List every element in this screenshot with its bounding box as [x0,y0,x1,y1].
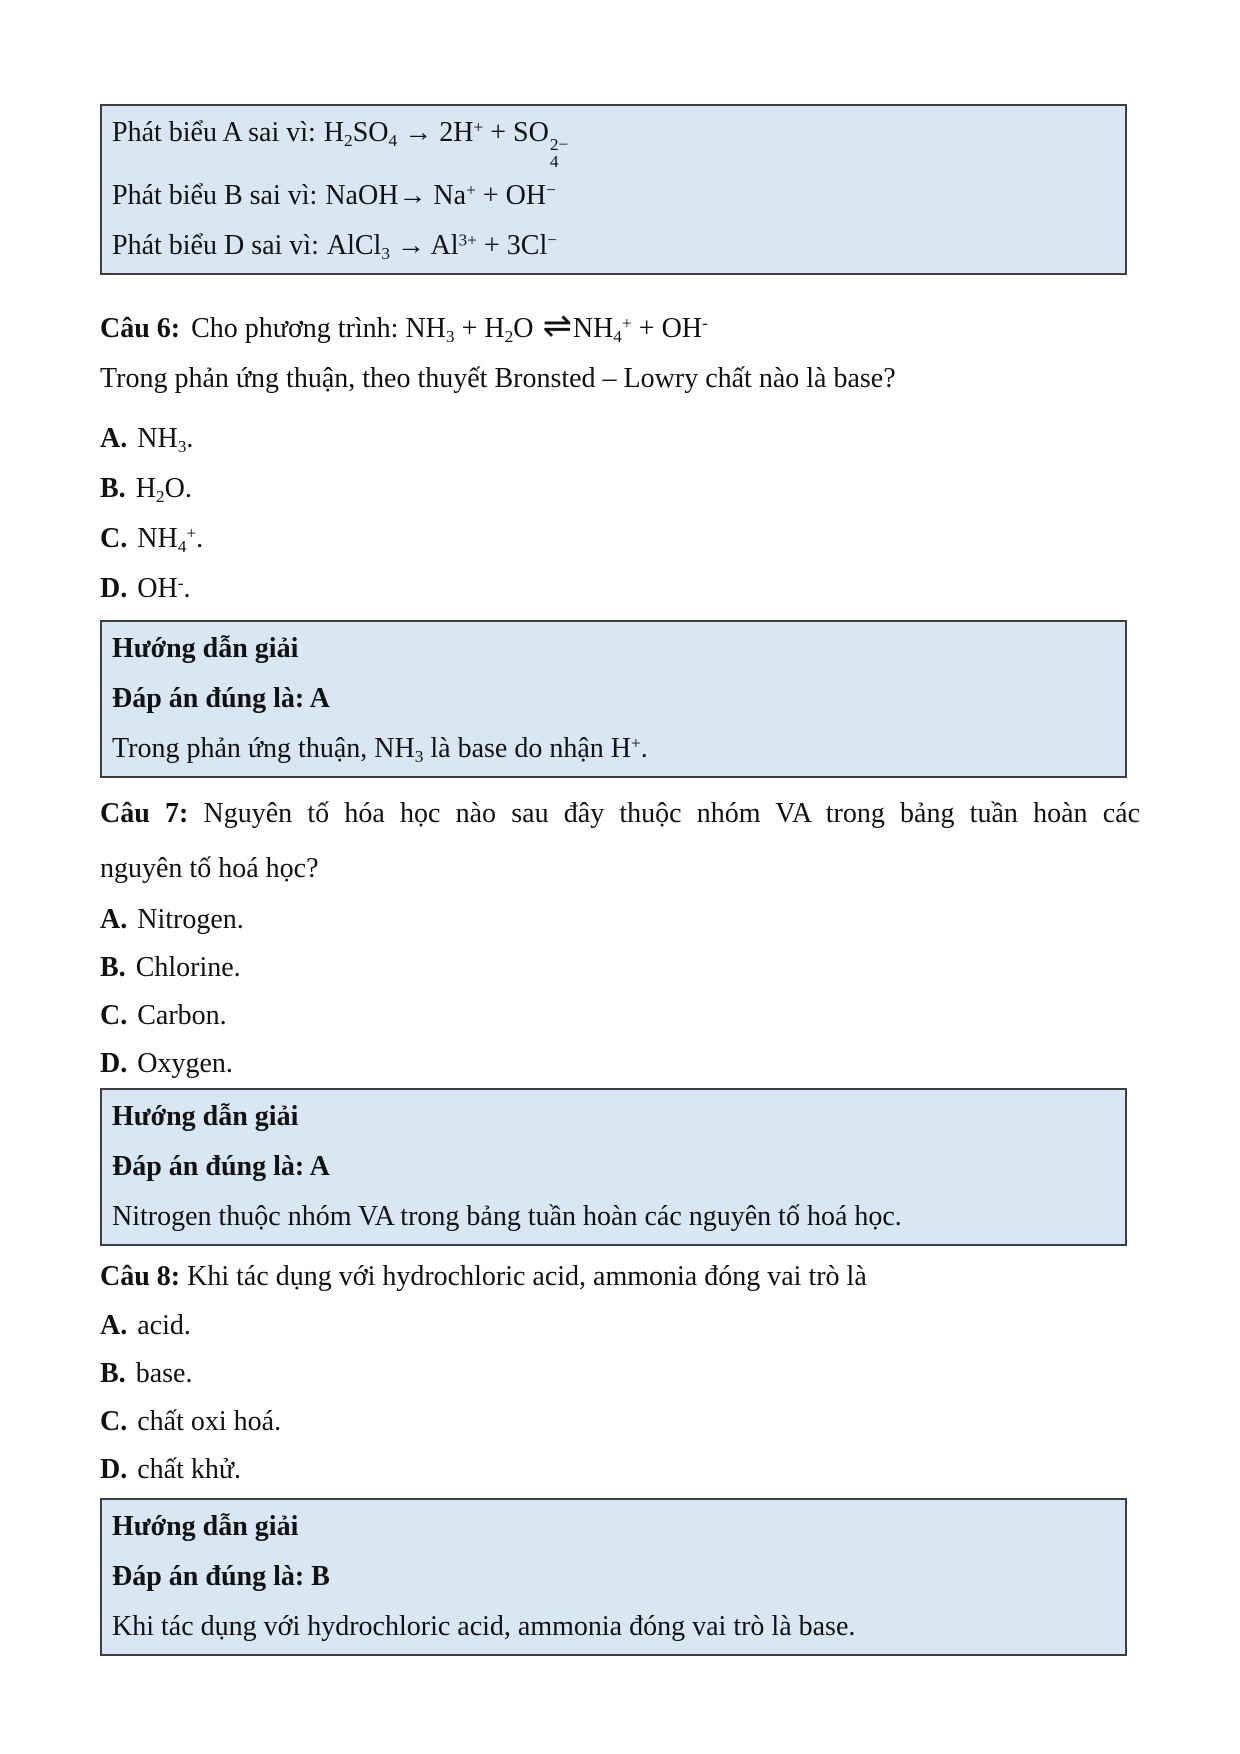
question-6-subtext: Trong phản ứng thuận, theo thuyết Bronsted – Lowry chất nào là base? [100,363,896,395]
statement-formula: $H_2SO_4 \to 2H^+$ + SO 2− 4 [323,117,569,172]
option-letter: B. [100,952,126,984]
solution-box-q7 [100,1088,1127,1246]
option-letter: A. [100,1310,128,1342]
option-text: acid. [137,1310,191,1342]
question-6-heading [100,301,1140,354]
option-text: $NH_4^+$. [137,523,204,556]
option-letter: C. [100,1000,128,1032]
statement-label: Phát biểu D sai vì: [112,230,319,262]
option-letter: C. [100,523,128,555]
option-text: Nitrogen. [137,904,244,936]
statement-formula: NaOH→ Na+ + OH− [325,180,556,212]
option-text: Oxygen. [137,1048,233,1080]
solution-explanation: Nitrogen thuộc nhóm VA trong bảng tuần hoàn các nguyên tố hoá học. [112,1201,902,1233]
question-6-options [100,414,1140,614]
option-letter: A. [100,904,128,936]
option-row-d [100,1040,1140,1088]
solution-box-q8 [100,1498,1127,1656]
option-text: base. [135,1358,193,1390]
question-7-heading-line1 [100,786,1140,841]
option-row-c [100,1398,1140,1446]
statement-line-d [112,221,1113,271]
option-text: $NH_3$. [137,423,194,456]
option-row-d [100,564,1140,614]
statement-line-b [112,171,1113,221]
solution-explanation: Khi tác dụng với hydrochloric acid, ammonia đóng vai trò là base. [112,1611,856,1643]
question-number: Câu 7: [100,798,189,830]
statement-label: Phát biểu A sai vì: [112,117,316,148]
option-text: Chlorine. [135,952,241,984]
option-letter: D. [100,1048,128,1080]
option-letter: B. [100,473,126,505]
option-letter: C. [100,1406,128,1438]
option-row-d [100,1446,1140,1494]
solution-box-q6 [100,620,1127,778]
option-text: chất khử. [137,1454,242,1486]
option-row-c [100,514,1140,564]
option-letter: D. [100,1454,128,1486]
question-8-options [100,1302,1140,1494]
solution-answer: Đáp án đúng là: A [112,683,330,715]
option-text: Carbon. [137,1000,227,1032]
solution-explanation: Trong phản ứng thuận, $NH_3$ là base do nhận H+. [112,733,648,766]
solution-title: Hướng dẫn giải [112,633,299,665]
solution-title: Hướng dẫn giải [112,1101,299,1133]
statement-formula: AlCl$_3$ → $Al^{3+} + 3Cl^-$ [326,230,558,263]
option-row-a [100,1302,1140,1350]
option-row-b [100,1350,1140,1398]
question-7-options [100,896,1140,1088]
question-6-equation: Cho phương trình: $NH_3 + H_2O$ $\rightleftharpoons NH_4^+ + OH^-$ [191,306,708,347]
option-row-b [100,464,1140,514]
statement-label: Phát biểu B sai vì: [112,180,318,212]
statement-line-a [112,108,1113,171]
option-text: $H_2O$. [135,473,192,506]
document-page [100,0,1140,1656]
option-row-a [100,896,1140,944]
option-row-a [100,414,1140,464]
question-text: Khi tác dụng với hydrochloric acid, ammonia đóng vai trò là [187,1261,867,1293]
question-number: Câu 8: [100,1261,181,1293]
question-7-heading [100,786,1140,896]
option-letter: B. [100,1358,126,1390]
option-row-c [100,992,1140,1040]
solution-answer: Đáp án đúng là: B [112,1561,330,1593]
question-number: Câu 6: [100,313,181,345]
option-letter: D. [100,573,128,605]
option-text: OH-. [137,573,191,605]
question-text: Nguyên tố hóa học nào sau đây thuộc nhóm VA trong bảng tuần hoàn các [203,798,1140,830]
solution-title: Hướng dẫn giải [112,1511,299,1543]
explanation-box-top [100,104,1127,275]
question-8-heading [100,1252,1140,1302]
solution-answer: Đáp án đúng là: A [112,1151,330,1183]
question-7-heading-line2: nguyên tố hoá học? [100,853,319,885]
option-text: chất oxi hoá. [137,1406,282,1438]
option-row-b [100,944,1140,992]
option-letter: A. [100,423,128,455]
